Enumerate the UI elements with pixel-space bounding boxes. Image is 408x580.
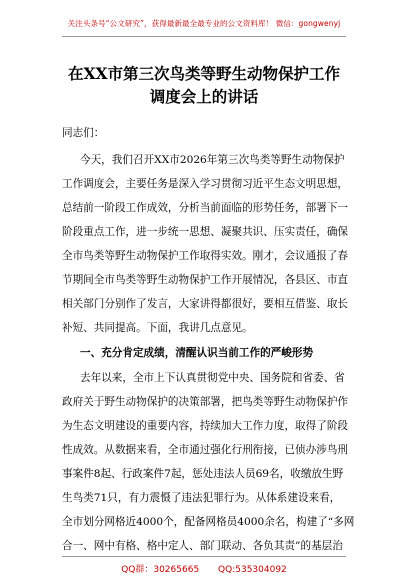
title-line-2: 调度会上的讲话 [149, 87, 259, 106]
paragraph-line: 节期间全市鸟类等野生动物保护工作开展情况，各县区、市直 [62, 274, 349, 286]
footer-qq: QQ:535304092 [218, 565, 287, 575]
header-banner: 关注头条号“公文研究”，获得最新最全最专业的公文资料库！ 微信：gongwenyj [67, 19, 341, 28]
paragraph-line: 总结前一阶段工作成效，分析当前面临的形势任务，部署下一 [62, 202, 349, 214]
paragraph-line: 为生态文明建设的重要内容，持续加大工作力度，取得了阶段 [62, 420, 349, 432]
paragraph-line: 工作调度会，主要任务是深入学习贯彻习近平生态文明思想， [62, 178, 349, 190]
footer [0, 562, 408, 575]
title-line-1: 在XX市第三次鸟类等野生动物保护工作 [67, 64, 341, 83]
paragraph-line: 去年以来，全市上下认真贯彻党中央、国务院和省委、省 [80, 372, 345, 384]
paragraph-line: 生鸟类71只，有力震慑了违法犯罪行为。从体系建设来看， [62, 492, 341, 504]
paragraph-line: 性成效。从数据来看，全市通过强化行刑衔接，已侦办涉鸟刑 [62, 444, 349, 456]
footer-divider [62, 556, 346, 557]
paragraph-line: 补短、共同提高。下面，我讲几点意见。 [62, 322, 253, 334]
paragraph-line: 政府关于野生动物保护的决策部署，把鸟类等野生动物保护作 [62, 396, 349, 408]
paragraph-line: 全市划分网格近4000个，配备网格员4000余名，构建了“多网 [62, 516, 355, 528]
section-heading: 一、充分肯定成绩，清醒认识当前工作的严峻形势 [80, 347, 314, 359]
paragraph-line: 事案件8起、行政案件7起，惩处违法人员69名，收缴放生野 [62, 468, 344, 480]
salutation: 同志们： [62, 127, 105, 139]
document-title [30, 62, 378, 108]
paragraph-line: 相关部门分别作了发言，大家讲得都很好，要相互借鉴、取长 [62, 298, 349, 310]
paragraph-line: 阶段重点工作，进一步统一思想、凝聚共识、压实责任，确保 [62, 226, 349, 238]
paragraph-line: 今天，我们召开XX市2026年第三次鸟类等野生动物保护 [80, 154, 345, 166]
paragraph-line: 全市鸟类等野生动物保护工作取得实效。刚才，会议通报了春 [62, 250, 349, 262]
header-divider [62, 36, 346, 37]
paragraph-line: 合一、网中有格、格中定人、部门联动、各负其责”的基层治 [62, 540, 343, 552]
footer-qq-group: QQ群：30265665 [121, 565, 200, 575]
